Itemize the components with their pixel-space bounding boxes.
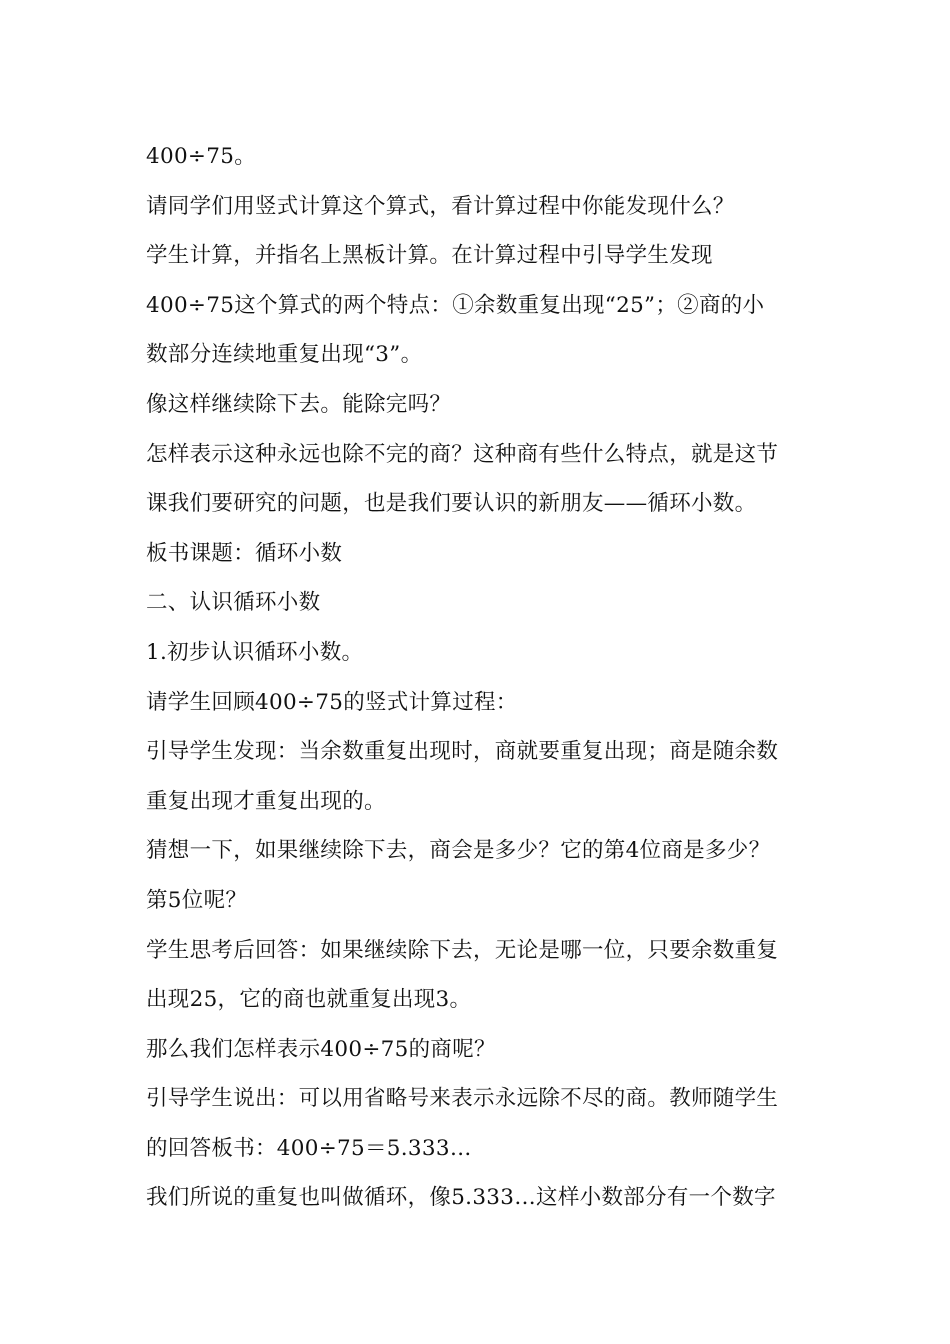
text-line: 400÷75这个算式的两个特点：①余数重复出现“25”；②商的小 (146, 292, 765, 318)
text-line: 请同学们用竖式计算这个算式，看计算过程中你能发现什么？ (146, 193, 735, 219)
text-line: 我们所说的重复也叫做循环，像5.333…这样小数部分有一个数字 (146, 1185, 776, 1211)
text-line: 第5位呢？ (146, 887, 248, 913)
text-line: 学生计算，并指名上黑板计算。在计算过程中引导学生发现 (146, 243, 713, 269)
text-line: 那么我们怎样表示400÷75的商呢？ (146, 1036, 496, 1062)
text-line: 像这样继续除下去。能除完吗？ (146, 391, 452, 417)
text-line: 引导学生说出：可以用省略号来表示永远除不尽的商。教师随学生 (146, 1086, 779, 1112)
text-line: 出现25，它的商也就重复出现3。 (146, 987, 472, 1013)
text-line: 学生思考后回答：如果继续除下去，无论是哪一位，只要余数重复 (146, 937, 779, 963)
text-line: 数部分连续地重复出现“3”。 (146, 342, 423, 368)
text-line: 怎样表示这种永远也除不完的商？这种商有些什么特点，就是这节 (146, 441, 779, 467)
section-heading: 二、认识循环小数 (146, 590, 321, 616)
document-body (146, 132, 806, 1223)
text-line: 请学生回顾400÷75的竖式计算过程： (146, 689, 518, 715)
text-line: 的回答板书：400÷75＝5.333… (146, 1135, 472, 1161)
text-line: 课我们要研究的问题，也是我们要认识的新朋友——循环小数。 (146, 491, 757, 517)
text-line: 板书课题：循环小数 (146, 540, 343, 566)
text-line: 400÷75。 (146, 144, 257, 169)
text-line: 重复出现才重复出现的。 (146, 788, 386, 814)
text-line: 引导学生发现：当余数重复出现时，商就要重复出现；商是随余数 (146, 739, 779, 765)
text-line: 猜想一下，如果继续除下去，商会是多少？它的第4位商是多少？ (146, 838, 771, 864)
subsection-heading: 1.初步认识循环小数。 (146, 639, 364, 665)
